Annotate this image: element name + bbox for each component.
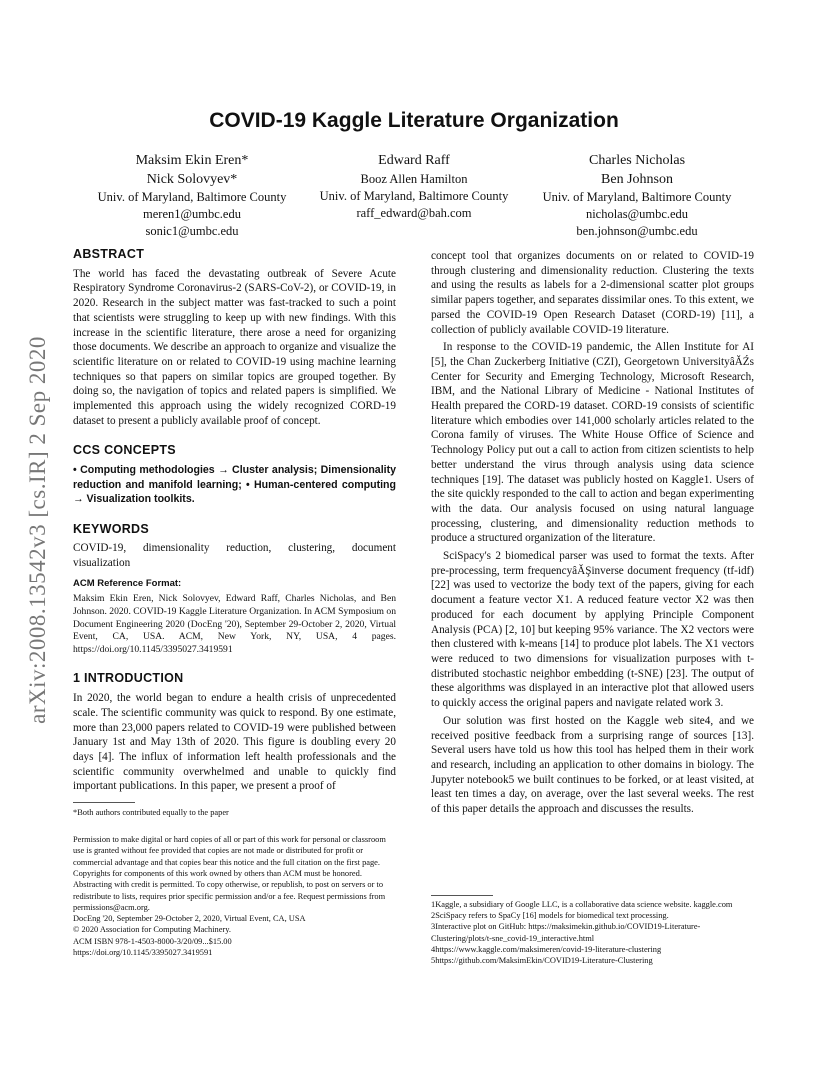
introduction-paragraph-4: Our solution was first hosted on the Kaggle web site4, and we received positive feedback from a surprising range of sources [13]. Several users have told us how this tool has helped them in their work and research, including an application to other domains in biology. The Jupyter notebook5 we built continues to be forked, or at least visited, at least ten times a day, on average, over the last several weeks. The rest of this paper details the approach and discusses the results. [431, 714, 754, 816]
author-name: Nick Solovyev* [146, 172, 238, 187]
introduction-paragraph-2: In response to the COVID-19 pandemic, the Allen Institute for AI [5], the Chan Zuckerberg Initiative (CZI), Georgetown UniversityâĂŹs Center for Security and Emerging Technology, Microsoft Research, IBM, and the National Library of Medicine - National Institutes of Health prepared the CORD-19 dataset. CORD-19 consists of scientific literature which embodies over 141,000 scholarly articles related to the Corona family of viruses. The White House Office of Science and Technology Policy put out a call to action from citizen scientists to help better understand the virus through analysis using data science techniques [19]. The dataset was publicly hosted on Kaggle1. Users of the site quickly responded to the call to action and began experimenting with the data. Our analysis focused on using natural language processing, clustering, and dimensionality reduction methods to produce a structured organization of the literature. [431, 341, 754, 545]
conference-venue: DocEng '20, September 29-October 2, 2020, Virtual Event, CA, USA [73, 914, 306, 924]
keywords-text: COVID-19, dimensionality reduction, clustering, document visualization [73, 542, 396, 570]
author-name: Edward Raff [378, 153, 450, 168]
footnote-4: 4https://www.kaggle.com/maksimeren/covid-19-literature-clustering [431, 944, 662, 954]
footnote-2: 2SciSpacy refers to SpaCy [16] models for biomedical text processing. [431, 911, 669, 921]
author-email: sonic1@umbc.edu [145, 224, 239, 238]
acm-reference-text: Maksim Ekin Eren, Nick Solovyev, Edward Raff, Charles Nicholas, and Ben Johnson. 2020. COVID-19 Kaggle Literature Organization. In ACM Symposium on Document Engineering 2020 (DocEng '20), September 29-October 2, 2020, Virtual Event, CA, USA. ACM, New York, NY, USA, 4 pages. https://doi.org/10.1145/3395027.3419591 [73, 593, 396, 655]
ccs-heading: CCS CONCEPTS [73, 443, 176, 458]
ccs-text: • Computing methodologies → Cluster analysis; Dimensionality reduction and manifold learning; • Human-centered computing → Visualization toolkits. [73, 464, 396, 506]
introduction-heading: 1 INTRODUCTION [73, 671, 184, 686]
doi-link: https://doi.org/10.1145/3395027.3419591 [73, 948, 213, 958]
abstract-text: The world has faced the devastating outbreak of Severe Acute Respiratory Syndrome Coronavirus-2 (SARS-CoV-2), or COVID-19, in 2020. Research in the subject matter was fast-tracked to such a point that scientists were struggling to keep up with new findings. With this increase in the scientific literature, there arose a need for organizing those documents. We describe an approach to organize and visualize the scientific literature on or related to COVID-19 using machine learning techniques so that papers on similar topics are grouped together. By doing so, the navigation of topics and related papers is simplified. We implemented this approach using the widely recognized CORD-19 dataset to present a publicly available proof of concept. [73, 267, 396, 427]
acm-reference-format [73, 577, 396, 657]
author-affiliation: Univ. of Maryland, Baltimore County [542, 190, 732, 204]
author-email: raff_edward@bah.com [356, 206, 472, 220]
introduction-paragraph-1-continued: concept tool that organizes documents on or related to COVID-19 through clustering and dimensionality reduction. Clustering the texts and using the results as labels for a 2-dimensional scatter plot groups similar papers together, and separates dissimilar ones. To this extent, we parsed the COVID-19 Open Research Dataset (CORD-19) [11], a collection of publicly available COVID-19 literature. [431, 250, 754, 336]
author-organization: Booz Allen Hamilton [360, 172, 468, 186]
equal-contribution-footnote: *Both authors contributed equally to the paper [73, 808, 229, 818]
footnote-rule [73, 802, 135, 803]
author-block-2 [299, 151, 529, 222]
author-affiliation: Univ. of Maryland, Baltimore County [97, 190, 287, 204]
acm-reference-heading: ACM Reference Format: [73, 577, 182, 589]
copyright-notice: © 2020 Association for Computing Machinery. [73, 925, 231, 935]
permission-block [73, 834, 396, 958]
acm-isbn: ACM ISBN 978-1-4503-8000-3/20/09...$15.00 [73, 936, 232, 946]
introduction-paragraph-1: In 2020, the world began to endure a health crisis of unprecedented scale. The scientific community was quick to respond. By one estimate, more than 23,000 papers related to COVID-19 were published between January 1st and May 13th of 2020. This figure is doubling every 20 days [4]. The influx of information left health professionals and the scientific community overwhelmed and unable to quickly find important publications. In this paper, we present a proof of [73, 692, 396, 793]
left-column [73, 247, 396, 958]
author-name: Maksim Ekin Eren* [135, 153, 249, 168]
author-email: nicholas@umbc.edu [585, 207, 689, 221]
author-email: ben.johnson@umbc.edu [576, 224, 698, 238]
author-block-1 [77, 151, 307, 240]
keywords-heading: KEYWORDS [73, 521, 150, 536]
author-name: Charles Nicholas [588, 153, 686, 168]
footnote-5: 5https://github.com/MaksimEkin/COVID19-Literature-Clustering [431, 956, 653, 966]
author-email: meren1@umbc.edu [143, 207, 241, 221]
right-column [431, 249, 754, 817]
author-block-3 [522, 151, 752, 240]
introduction-paragraph-3: SciSpacy's 2 biomedical parser was used to format the texts. After pre-processing, term frequencyâĂŞinverse document frequency (tf-idf) [22] was used to vectorize the body text of the papers, giving for each document a feature vector X1. A reduced feature vector X2 was then produced for each document by applying Principle Component Analysis (PCA) [2, 10] but keeping 95% variance. The X2 vectors were then clustered with k-means [14] to produce plot labels. The X1 vectors were reduced to two dimensions for visualization purposes with t-distributed stochastic neighbor embedding (t-SNE) [23]. The output of these algorithms was displayed in an interactive plot that allowed users to quickly access the original papers and navigate related work 3. [431, 550, 754, 710]
arxiv-identifier-margin [24, 290, 52, 770]
author-name: Ben Johnson [601, 172, 673, 187]
footnote-rule [431, 895, 493, 896]
footnotes [431, 889, 761, 966]
permission-text: Permission to make digital or hard copies of all or part of this work for personal or classroom use is granted without fee provided that copies are not made or distributed for profit or commercial advantage and that copies bear this notice and the full citation on the first page. Copyrights for components of this work owned by others than ACM must be honored. Abstracting with credit is permitted. To copy otherwise, or republish, to post on servers or to redistribute to lists, requires prior specific permission and/or a fee. Request permissions from permissions@acm.org. [73, 835, 386, 912]
footnote-3: 3Interactive plot on GitHub: https://maksimekin.github.io/COVID19-Literature-Clustering/plots/t-sne_covid-19_interactive.html [431, 922, 701, 943]
paper-title: COVID-19 Kaggle Literature Organization [209, 109, 619, 132]
author-affiliation: Univ. of Maryland, Baltimore County [319, 189, 509, 203]
arxiv-identifier: arXiv:2008.13542v3 [cs.IR] 2 Sep 2020 [25, 336, 50, 724]
abstract-heading: ABSTRACT [73, 247, 145, 261]
footnote-1: 1Kaggle, a subsidiary of Google LLC, is a collaborative data science website. kaggle.com [431, 900, 733, 909]
